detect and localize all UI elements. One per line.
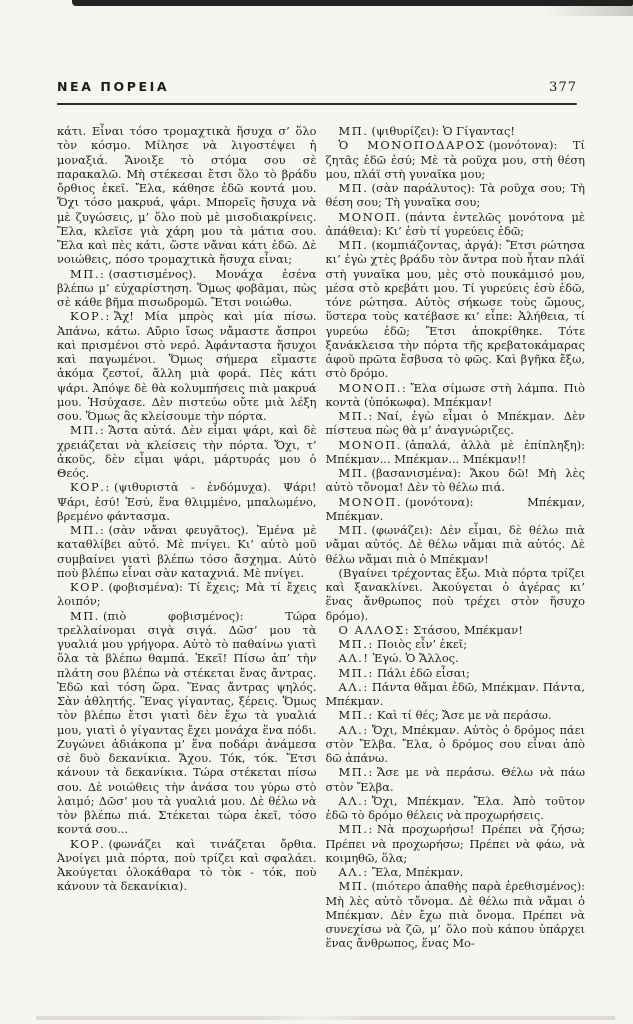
speaker-label: ΜΟΝΟΠ. (338, 209, 402, 224)
dialogue-paragraph (326, 138, 586, 181)
dialogue-paragraph (326, 637, 586, 651)
dialogue-paragraph (326, 495, 586, 524)
dialogue-paragraph (57, 480, 317, 523)
speaker-label: ΜΠ. (338, 238, 369, 252)
dialogue-text: Ἄχ! Μία μπρὸς καὶ μία πίσω. Ἀπάνω, κάτω. Αὔριο ἴσως νἄμαστε ἄσπροι καὶ πρισμένοι στὸ νερό. Ἀφάνταστα ἥσυχοι καὶ παγωμένοι. Ὅμως σήμερα εἴμαστε ἀκόμα ζεστοί, ἄλλη μιὰ φορά. Πὲς κάτι ψάρι. Ἀπόψε δὲ θὰ κολυμπήσεις πιὰ μακρυά μου. Ἡσύχασε. Δὲν πιστεύω οὔτε μιὰ λέξη σου. Ὅμως ἂς κλείσουμε τὴν πόρτα. (57, 309, 317, 423)
dialogue-paragraph (326, 865, 586, 879)
dialogue-text: Ἔλα σίμωσε στὴ λάμπα. Πιὸ κοντὰ (ὑπόκωφα). Μπέκμαν! (325, 380, 585, 409)
dialogue-text: Ναί, ἐγὼ εἶμαι ὁ Μπέκμαν. Δὲν πίστευα πὼς θὰ μ’ ἀναγνώριζες. (325, 409, 585, 438)
dialogue-text: Ἄστα αὐτά. Δὲν εἶμαι ψάρι, καὶ δὲ χρειάζεται νὰ κλείσεις τὴν πόρτα. Ὄχι, τ’ ἀκοῦς, δὲν εἶμαι ψάρι, μάρτυράς μου ὁ Θεός. (57, 423, 317, 480)
speaker-label: ΜΠ.: (338, 665, 374, 680)
dialogue-paragraph (326, 523, 586, 566)
journal-title: ΝΕΑ ΠΟΡΕΙΑ (57, 79, 170, 94)
dialogue-text: (μονότονα): Τί ζητᾶς ἐδῶ ἐσύ; Μὲ τὰ ροῦχα μου, στὴ θέση μου, πλάϊ στὴ γυναῖκα μου; (325, 138, 585, 181)
speaker-label: ΑΛ.: (338, 722, 369, 737)
dialogue-paragraph (326, 708, 586, 722)
dialogue-text: Καὶ τί θές; Ἄσε με νὰ περάσω. (376, 708, 552, 723)
dialogue-text: (φωνάζει καὶ τινάζεται ὄρθια. Ἀνοίγει μιὰ πόρτα, ποὺ τρίζει καὶ σφαλάει. Ἀκούγεται ὁλοκάθαρα τὸ τὸκ - τόκ, ποὺ κάνουν τὰ δεκανίκια). (57, 836, 317, 894)
dialogue-paragraph (326, 765, 586, 794)
speaker-label: ΜΠ. (338, 466, 369, 480)
dialogue-paragraph (326, 566, 586, 623)
dialogue-text: Ἔλα, Μπέκμαν. (371, 865, 464, 879)
dialogue-text: Ἄσε με νὰ περάσω. Θέλω νὰ πάω στὸν Ἔλβα. (325, 765, 585, 794)
speaker-label: Ὁ ΜΟΝΟΠΟΔΑΡΟΣ (338, 138, 486, 153)
dialogue-paragraph (57, 837, 317, 894)
dialogue-text: (κομπιάζοντας, ἀργά): Ἔτσι ρώτησα κι’ ἐγὼ χτὲς βράδυ τὸν ἄντρα ποὺ ἦταν πλάϊ στὴ γυναῖκα μου, μὲς στὸ πουκάμισό μου, μέσα στὸ κρεβάτι μου. Τί γυρεύεις ἐσὺ ἐδῶ, τόνε ρώτησα. Αὐτὸς σήκωσε τοὺς ὤμους, ὕστερα τοὺς κατέβασε κι’ εἶπε: Ἀλήθεια, τί γυρεύω ἐδῶ; Ἔτσι ἀποκρίθηκε. Τότε ξανάκλεισα τὴν πόρτα τῆς κρεβατοκάμαρας ἀφοῦ πρῶτα ἔσβυσα τὸ φῶς. Καὶ βγῆκα ἔξω, στὸ δρόμο. (325, 238, 585, 381)
dialogue-paragraph (326, 623, 586, 637)
right-column (326, 124, 586, 951)
dialogue-text: Ποιὸς εἶν’ ἐκεῖ; (376, 637, 468, 651)
dialogue-paragraph (326, 723, 586, 766)
dialogue-paragraph (57, 580, 317, 609)
speaker-label: ΜΠ.: (70, 266, 106, 281)
dialogue-paragraph (326, 822, 586, 865)
dialogue-paragraph (57, 309, 317, 423)
dialogue-paragraph (326, 210, 586, 239)
dialogue-paragraph (326, 680, 586, 709)
dialogue-text: (πιότερο ἀπαθὴς παρὰ ἐρεθισμένος): Μὴ λὲς αὐτὸ τὄνομα. Δὲ θέλω πιὰ νἄμαι ὁ Μπέκμαν. Δὲν ἔχω πιὰ ὄνομα. Πρέπει νὰ συνεχίσω νὰ ζῶ, μ’ ὅλο ποὺ κάπου ὑπάρχει ἕνας ἄνθρωπος, ἕνας Μο- (325, 879, 585, 951)
dialogue-paragraph (326, 124, 586, 138)
dialogue-text: (Βγαίνει τρέχοντας ἔξω. Μιὰ πόρτα τρίζει καὶ ξανακλίνει. Ἀκούγεται ὁ ἀγέρας κι’ ἕνας ἄνθρωπος ποὺ τρέχει στὸν ἥσυχο δρόμο). (325, 565, 585, 623)
speaker-label: ΑΛ.: (338, 793, 369, 808)
speaker-label: ΜΟΝΟΠ.: (338, 380, 408, 395)
speaker-label: ΚΟΡ. (70, 580, 106, 594)
dialogue-text: (φωνάζει): Δὲν εἶμαι, δὲ θέλω πιὰ νἄμαι αὐτός. Δὲ θέλω νἄμαι πιὰ αὐτός. Δὲ θέλω νἄμαι πιὰ ὁ Μπέκμαν! (325, 523, 585, 566)
speaker-label: ΚΟΡ. (70, 836, 106, 851)
dialogue-paragraph (57, 523, 317, 580)
speaker-label: ΜΠ.: (70, 423, 106, 438)
dialogue-text: (σὰν νἄναι φευγᾶτος). Ἐμένα μὲ καταθλίβει αὐτό. Μὲ πνίγει. Κι’ αὐτὸ μοῦ συμβαίνει γιατὶ βλέπω τόσο ἄσχημα. Αὐτὸ ποὺ βλέπω εἶναι σὰν καταχνιά. Μὲ πνίγει. (57, 523, 317, 580)
dialogue-text: Ὄχι, Μπέκμαν. Αὐτὸς ὁ δρόμος πάει στὸν Ἔλβα. Ἔλα, ὁ δρόμος σου εἶναι ἀπὸ δῶ ἀπάνω. (325, 722, 585, 765)
page-number: 377 (549, 80, 577, 95)
dialogue-paragraph (57, 267, 317, 310)
header-rule (57, 103, 577, 105)
speaker-label: ΜΠ. (338, 879, 369, 894)
dialogue-text: (μονότονα): Μπέκμαν, Μπέκμαν. (325, 494, 585, 523)
dialogue-text: Νὰ προχωρήσω! Πρέπει νὰ ζήσω; Πρέπει νὰ προχωρήσω; Πρέπει νὰ φάω, νὰ κοιμηθῶ, ὅλα; (325, 822, 585, 865)
speaker-label: ΜΠ. (70, 608, 101, 623)
dialogue-text: (πάντα ἐντελῶς μονότονα μὲ ἀπάθεια): Κι’ ἐσὺ τί γυρεύεις ἐδῶ; (325, 209, 585, 238)
speaker-label: ΜΠ.: (338, 822, 374, 837)
dialogue-text: (σὰν παράλυτος): Τὰ ροῦχα σου; Τὴ θέση σου; Τὴ γυναῖκα σου; (325, 181, 585, 210)
dialogue-text: (βασανισμένα): Ἄκου δῶ! Μὴ λὲς αὐτὸ τὄνομα! Δὲν τὸ θέλω πιά. (325, 466, 585, 495)
dialogue-paragraph (326, 438, 586, 467)
dialogue-text: (σαστισμένος). Μονάχα ἐσένα βλέπω μ’ εὐχαρίστηση. Ὅμως φοβᾶμαι, πὼς σὲ κάθε βῆμα πισωδρομῶ. Ἔτσι νοιώθω. (57, 266, 317, 309)
speaker-label: ΜΠ. (338, 523, 369, 537)
speaker-label: ΑΛ.! (338, 651, 370, 666)
speaker-label: ΚΟΡ.: (70, 480, 111, 495)
dialogue-paragraph (326, 409, 586, 438)
speaker-label: ΚΟΡ.: (70, 309, 111, 324)
dialogue-paragraph (57, 609, 317, 837)
speaker-label: ΜΠ. (338, 124, 369, 138)
dialogue-paragraph (326, 181, 586, 210)
dialogue-paragraph (57, 423, 317, 480)
dialogue-paragraph (57, 124, 317, 267)
dialogue-text: Ὄχι, Μπέκμαν. Ἔλα. Ἀπὸ τοῦτον ἐδῶ τὸ δρόμο θέλεις νὰ προχωρήσεις. (325, 793, 585, 822)
dialogue-text: Ἐγώ. Ὁ Ἄλλος. (372, 651, 459, 666)
dialogue-text: (ψιθυρίζει): Ὁ Γίγαντας! (371, 124, 515, 138)
speaker-label: ΜΠ.: (338, 409, 374, 423)
speaker-label: ΜΠ. (338, 181, 369, 195)
dialogue-text: (ψιθυριστὰ - ἐνδόμυχα). Ψάρι! Ψάρι, ἐσύ! Ἐσύ, ἕνα θλιμμένο, μπαλωμένο, βρεμένο φάντασμα. (57, 480, 317, 523)
scan-edge-top (72, 0, 633, 6)
dialogue-paragraph (326, 879, 586, 950)
dialogue-paragraph (326, 466, 586, 495)
speaker-label: ΑΛ.: (338, 679, 369, 694)
speaker-label: ΜΟΝΟΠ. (338, 437, 402, 452)
dialogue-paragraph (326, 381, 586, 410)
dialogue-paragraph (326, 651, 586, 665)
dialogue-text: (ἁπαλά, ἀλλὰ μὲ ἐπίπληξη): Μπέκμαν... Μπέκμαν... Μπέκμαν!! (325, 437, 585, 466)
page-header (57, 79, 577, 95)
speaker-label: ΜΠ.: (338, 637, 374, 651)
speaker-label: ΜΠ.: (338, 708, 374, 723)
dialogue-paragraph (326, 794, 586, 823)
dialogue-text: Πάλι ἐδῶ εἶσαι; (376, 665, 470, 680)
speaker-label: ΜΠ.: (338, 765, 374, 780)
dialogue-text: κάτι. Εἶναι τόσο τρομαχτικὰ ἥσυχα σ’ ὅλο τὸν κόσμο. Μίλησε νὰ λιγοστέψει ἡ μοναξιά. Ἄνοιξε τὸ στόμα σου σὲ παρακαλῶ. Μὴ στέκεσαι ἔτσι ὅλο τὸ βράδυ ὄρθιος ἐκεῖ. Ἔλα, κάθησε ἐδῶ κοντά μου. Ὄχι τόσο μακρυά, ψάρι. Μπορεῖς ἥσυχα νὰ μὲ ζυγώσεις, μ’ ὅλο ποὺ μὲ μισοδιακρίνεις. Ἔλα, κλεῖσε γιὰ χάρη μου τὰ μάτια σου. Ἔλα καὶ πὲς κάτι, ὥστε νἄναι κάτι ἐδῶ. Δὲ νοιώθεις, πόσο τρομαχτικὰ ἥσυχα εἶναι; (57, 124, 317, 267)
dialogue-text: (φοβισμένα): Τί ἔχεις; Μὰ τί ἔχεις λοιπόν; (57, 580, 317, 609)
scan-edge-bottom (36, 1016, 615, 1020)
left-column (57, 124, 317, 951)
dialogue-paragraph (326, 238, 586, 381)
text-columns (57, 124, 585, 951)
speaker-label: ΑΛ.: (338, 865, 369, 879)
dialogue-text: Στάσου, Μπέκμαν! (413, 622, 523, 637)
dialogue-text: Πάντα θἄμαι ἐδῶ, Μπέκμαν. Πάντα, Μπέκμαν. (325, 679, 585, 708)
dialogue-text: (πιὸ φοβισμένος): Τώρα τρελλαίνομαι σιγὰ σιγά. Δῶσ’ μου τὰ γυαλιά μου γρήγορα. Αὐτὸ τὸ παθαίνω γιατὶ ὅλα τὰ βλέπω θαμπά. Ἐκεῖ! Πίσω ἀπ’ τὴν πλάτη σου βλέπω νὰ στέκεται ἕνας ἄντρας. Ἐδῶ καὶ τόση ὥρα. Ἕνας ἄντρας ψηλός. Σὰν ἀθλητής. Ἕνας γίγαντας, ξέρεις. Ὅμως τὸν βλέπω ἔτσι γιατὶ δὲν ἔχω τὰ γυαλιά μου, γιατὶ ὁ γίγαντας ἔχει μονάχα ἕνα πόδι. Ζυγώνει ἀδιάκοπα μ’ ἕνα ποδάρι ἀνάμεσα σὲ δυὸ δεκανίκια. Ἄχου. Τόκ, τόκ. Ἔτσι κάνουν τὰ δεκανίκια. Τώρα στέκεται πίσω σου. Δὲ νοιώθεις τὴν ἀνάσα του γύρω στὸ λαιμό; Δῶσ’ μου τὰ γυαλιά μου. Δὲ θέλω νὰ τὸν βλέπω πιά. Στέκεται τώρα ἐκεῖ, τόσο κοντά σου... (57, 608, 317, 837)
dialogue-paragraph (326, 666, 586, 680)
speaker-label: Ο ΑΛΛΟΣ: (338, 622, 411, 637)
speaker-label: ΜΠ.: (70, 523, 106, 537)
speaker-label: ΜΟΝΟΠ. (338, 494, 402, 509)
